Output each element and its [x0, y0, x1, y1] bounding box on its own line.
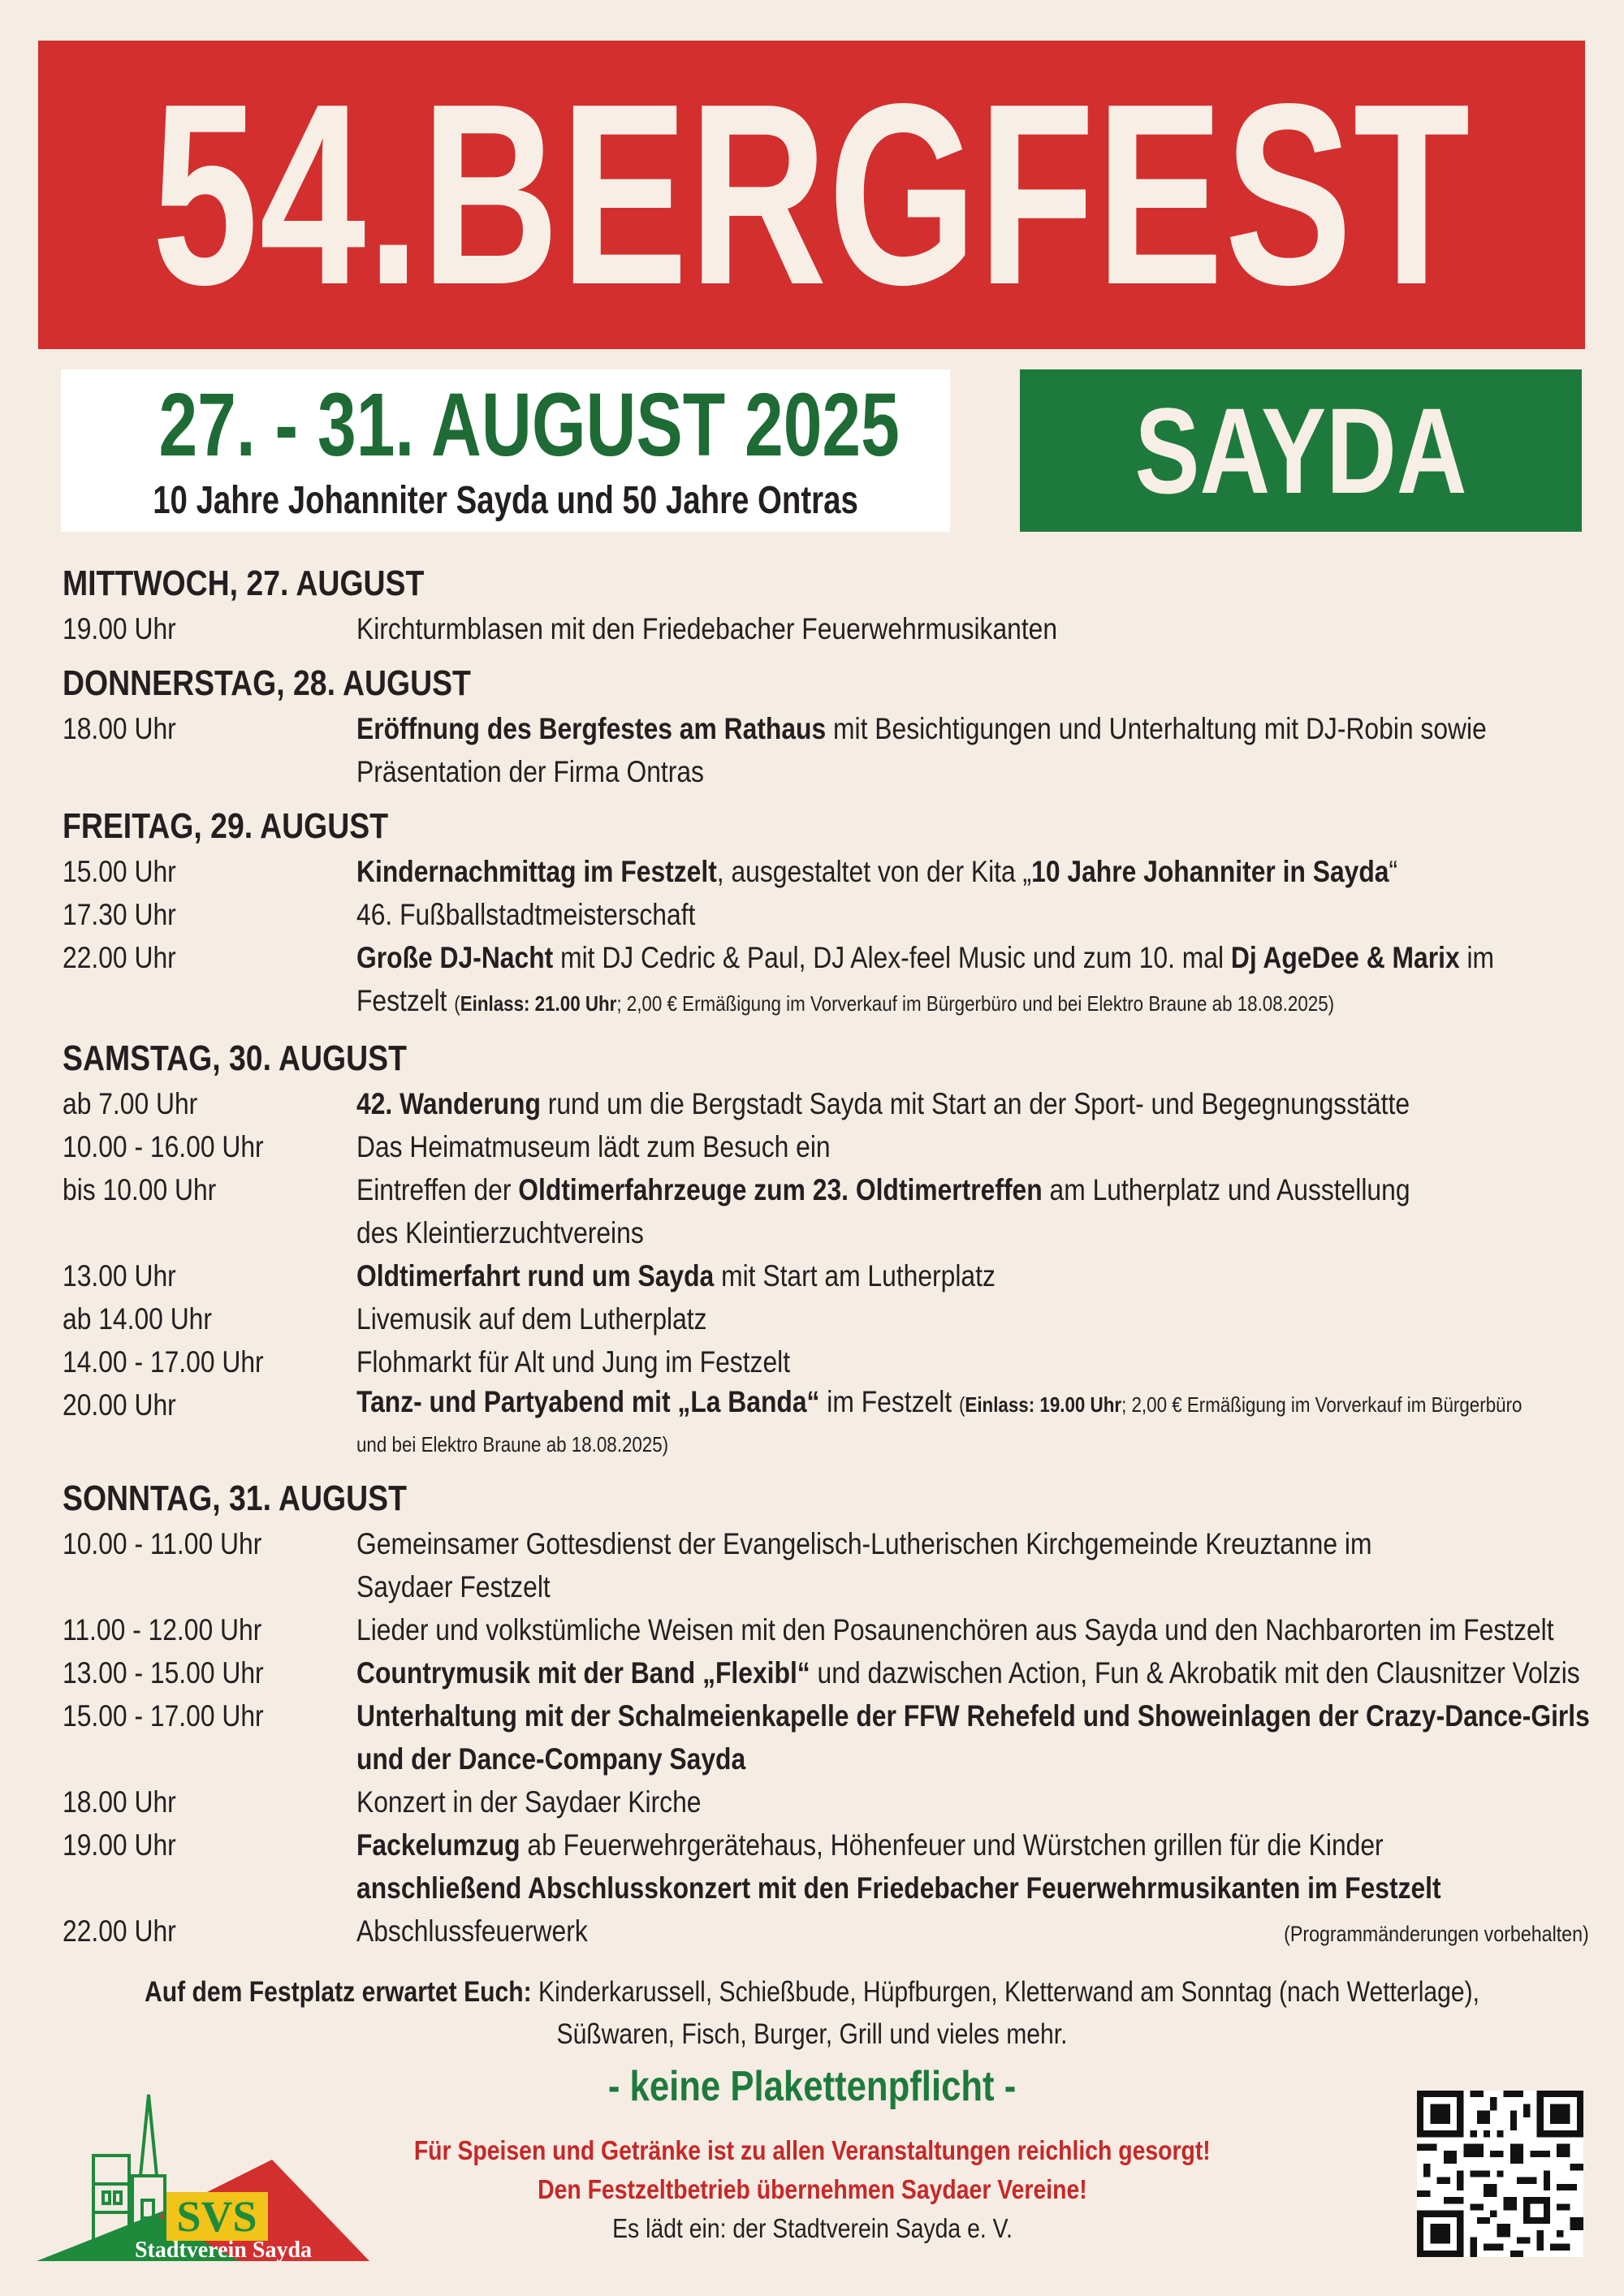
- festplatz-info-continued: Süßwaren, Fisch, Burger, Grill und vieles mehr.: [556, 2018, 1068, 2050]
- program-entry: [63, 1651, 1589, 1694]
- entry-time: 17.30 Uhr: [63, 898, 176, 931]
- entry-text: Lieder und volkstümliche Weisen mit den Posaunenchören aus Sayda und den Nachbarorten im Festzelt: [356, 1613, 1554, 1646]
- entry-text: Das Heimatmuseum lädt zum Besuch ein: [356, 1130, 831, 1163]
- program-entry: [63, 1608, 1589, 1651]
- program-entry: [63, 1383, 1589, 1461]
- entry-text-continued: des Kleintierzuchtvereins: [356, 1216, 644, 1249]
- entry-text: Gemeinsamer Gottesdienst der Evangelisch-Lutherischen Kirchgemeinde Kreuztanne im: [356, 1527, 1372, 1560]
- entry-text: 46. Fußballstadtmeisterschaft: [356, 898, 696, 931]
- day-heading-sunday: SONNTAG, 31. AUGUST: [63, 1478, 407, 1518]
- entry-time: 10.00 - 16.00 Uhr: [63, 1130, 264, 1163]
- event-anniversary-subtitle: 10 Jahre Johanniter Sayda und 50 Jahre Ontras: [153, 479, 858, 522]
- entry-time: 13.00 Uhr: [63, 1259, 176, 1293]
- entry-text: Eintreffen der Oldtimerfahrzeuge zum 23. Oldtimertreffen am Lutherplatz und Ausstellung: [356, 1173, 1410, 1206]
- event-dates: 27. - 31. AUGUST 2025: [158, 375, 900, 475]
- entry-time: 20.00 Uhr: [63, 1388, 176, 1422]
- entry-time: 11.00 - 12.00 Uhr: [63, 1613, 262, 1646]
- entry-time: 19.00 Uhr: [63, 1828, 176, 1862]
- entry-time: ab 7.00 Uhr: [63, 1087, 198, 1120]
- logo-name: Stadtverein Sayda: [134, 2238, 313, 2263]
- day-heading-friday: FREITAG, 29. AUGUST: [63, 806, 389, 846]
- entry-time: 13.00 - 15.00 Uhr: [63, 1656, 264, 1690]
- entry-time: 18.00 Uhr: [63, 712, 176, 745]
- stadtverein-logo-graphic: [37, 2078, 369, 2265]
- day-heading-wednesday: MITTWOCH, 27. AUGUST: [63, 563, 425, 603]
- entry-text: Flohmarkt für Alt und Jung im Festzelt: [356, 1345, 791, 1379]
- entry-text-continued: Saydaer Festzelt: [356, 1570, 551, 1603]
- entry-text-continued: Festzelt (Einlass: 21.00 Uhr; 2,00 € Ermäßigung im Vorverkauf im Bürgerbüro und bei Elektro Braune ab 18.08.2025): [356, 984, 1335, 1017]
- entry-text: Kindernachmittag im Festzelt, ausgestaltet von der Kita „10 Jahre Johanniter in Sayda“: [356, 855, 1398, 888]
- entry-time: 15.00 Uhr: [63, 855, 176, 888]
- program-entry: [63, 1823, 1589, 1910]
- qr-code-pattern: [1417, 2091, 1583, 2257]
- entry-text-continued: anschließend Abschlusskonzert mit den Friedebacher Feuerwehrmusikanten im Festzelt: [356, 1871, 1441, 1905]
- program-entry: [63, 607, 1589, 650]
- program-entry: [63, 1297, 1589, 1340]
- city-box: [1020, 369, 1582, 532]
- entry-time: 18.00 Uhr: [63, 1785, 176, 1819]
- program-entry: [63, 1125, 1589, 1168]
- entry-time: 22.00 Uhr: [63, 941, 176, 974]
- day-heading-thursday: DONNERSTAG, 28. AUGUST: [63, 663, 471, 703]
- city-name: SAYDA: [1134, 382, 1467, 519]
- program-entry: [63, 1522, 1589, 1608]
- entry-text: Livemusik auf dem Lutherplatz: [356, 1302, 707, 1336]
- entry-time: ab 14.00 Uhr: [63, 1302, 212, 1336]
- entry-text: Kirchturmblasen mit den Friedebacher Feuerwehrmusikanten: [356, 612, 1058, 645]
- entry-text: Oldtimerfahrt rund um Sayda mit Start am Lutherplatz: [356, 1259, 996, 1293]
- program-entry: [63, 707, 1589, 793]
- entry-text: Konzert in der Saydaer Kirche: [356, 1785, 702, 1819]
- date-box: [61, 369, 950, 532]
- program-entry: [63, 1082, 1589, 1125]
- entry-text: Fackelumzug ab Feuerwehrgerätehaus, Höhenfeuer und Würstchen grillen für die Kinder: [356, 1828, 1384, 1862]
- title-banner: [38, 41, 1585, 349]
- qr-code[interactable]: [1417, 2091, 1583, 2257]
- entry-text-continued: und bei Elektro Braune ab 18.08.2025): [356, 1432, 669, 1457]
- program-entry: [63, 850, 1589, 893]
- entry-time: 19.00 Uhr: [63, 612, 176, 645]
- program-entry: [63, 893, 1589, 936]
- entry-text: Unterhaltung mit der Schalmeienkapelle der FFW Rehefeld und Showeinlagen der Crazy-Dance-Girls: [356, 1699, 1590, 1733]
- entry-text: Tanz- und Partyabend mit „La Banda“ im Festzelt (Einlass: 19.00 Uhr; 2,00 € Ermäßigung im Vorverkauf im Bürgerbüro: [356, 1385, 1522, 1418]
- entry-time: bis 10.00 Uhr: [63, 1173, 217, 1206]
- program-entry: [63, 936, 1589, 1025]
- program-change-note: (Programmänderungen vorbehalten): [1284, 1922, 1589, 1946]
- entry-time: 15.00 - 17.00 Uhr: [63, 1699, 264, 1733]
- plakette-notice: - keine Plakettenpflicht -: [607, 2063, 1017, 2110]
- invitation-line: Es lädt ein: der Stadtverein Sayda e. V.: [611, 2213, 1013, 2243]
- program-entry: [63, 1780, 1589, 1823]
- event-title: 54.BERGFEST: [152, 50, 1471, 339]
- day-heading-saturday: SAMSTAG, 30. AUGUST: [63, 1038, 407, 1078]
- entry-time: 10.00 - 11.00 Uhr: [63, 1527, 262, 1560]
- festplatz-info: Auf dem Festplatz erwartet Euch: Kinderkarussell, Schießbude, Hüpfburgen, Kletterwand am Sonntag (nach Wetterlage), Süßwaren, Fisch, Burger, Grill und vieles mehr.: [0, 1971, 1624, 2056]
- entry-text-continued: und der Dance-Company Sayda: [356, 1742, 746, 1776]
- program-entry: [63, 1254, 1589, 1297]
- entry-text: 42. Wanderung rund um die Bergstadt Sayda mit Start an der Sport- und Begegnungsstätte: [356, 1087, 1410, 1120]
- entry-text: Große DJ-Nacht mit DJ Cedric & Paul, DJ Alex-feel Music und zum 10. mal Dj AgeDee & Marix im: [356, 941, 1495, 974]
- program-entry: [63, 1168, 1589, 1254]
- entry-text: Countrymusik mit der Band „Flexibl“ und dazwischen Action, Fun & Akrobatik mit den Clausnitzer Volzis: [356, 1656, 1580, 1690]
- entry-time: 14.00 - 17.00 Uhr: [63, 1345, 264, 1379]
- program-entry: [63, 1340, 1589, 1383]
- catering-notice: Für Speisen und Getränke ist zu allen Veranstaltungen reichlich gesorgt! Den Festzeltbetrieb übernehmen Saydaer Vereine!: [413, 2135, 1211, 2204]
- program-schedule: [63, 560, 1589, 1953]
- logo-abbreviation: SVS: [176, 2192, 257, 2241]
- program-entry: [63, 1910, 1589, 1953]
- entry-text-continued: Präsentation der Firma Ontras: [356, 755, 704, 788]
- entry-text: Abschlussfeuerwerk: [356, 1914, 588, 1948]
- program-entry: [63, 1694, 1589, 1780]
- entry-text: Eröffnung des Bergfestes am Rathaus mit Besichtigungen und Unterhaltung mit DJ-Robin sowie: [356, 712, 1487, 745]
- entry-time: 22.00 Uhr: [63, 1914, 176, 1948]
- stadtverein-logo: [37, 2078, 369, 2265]
